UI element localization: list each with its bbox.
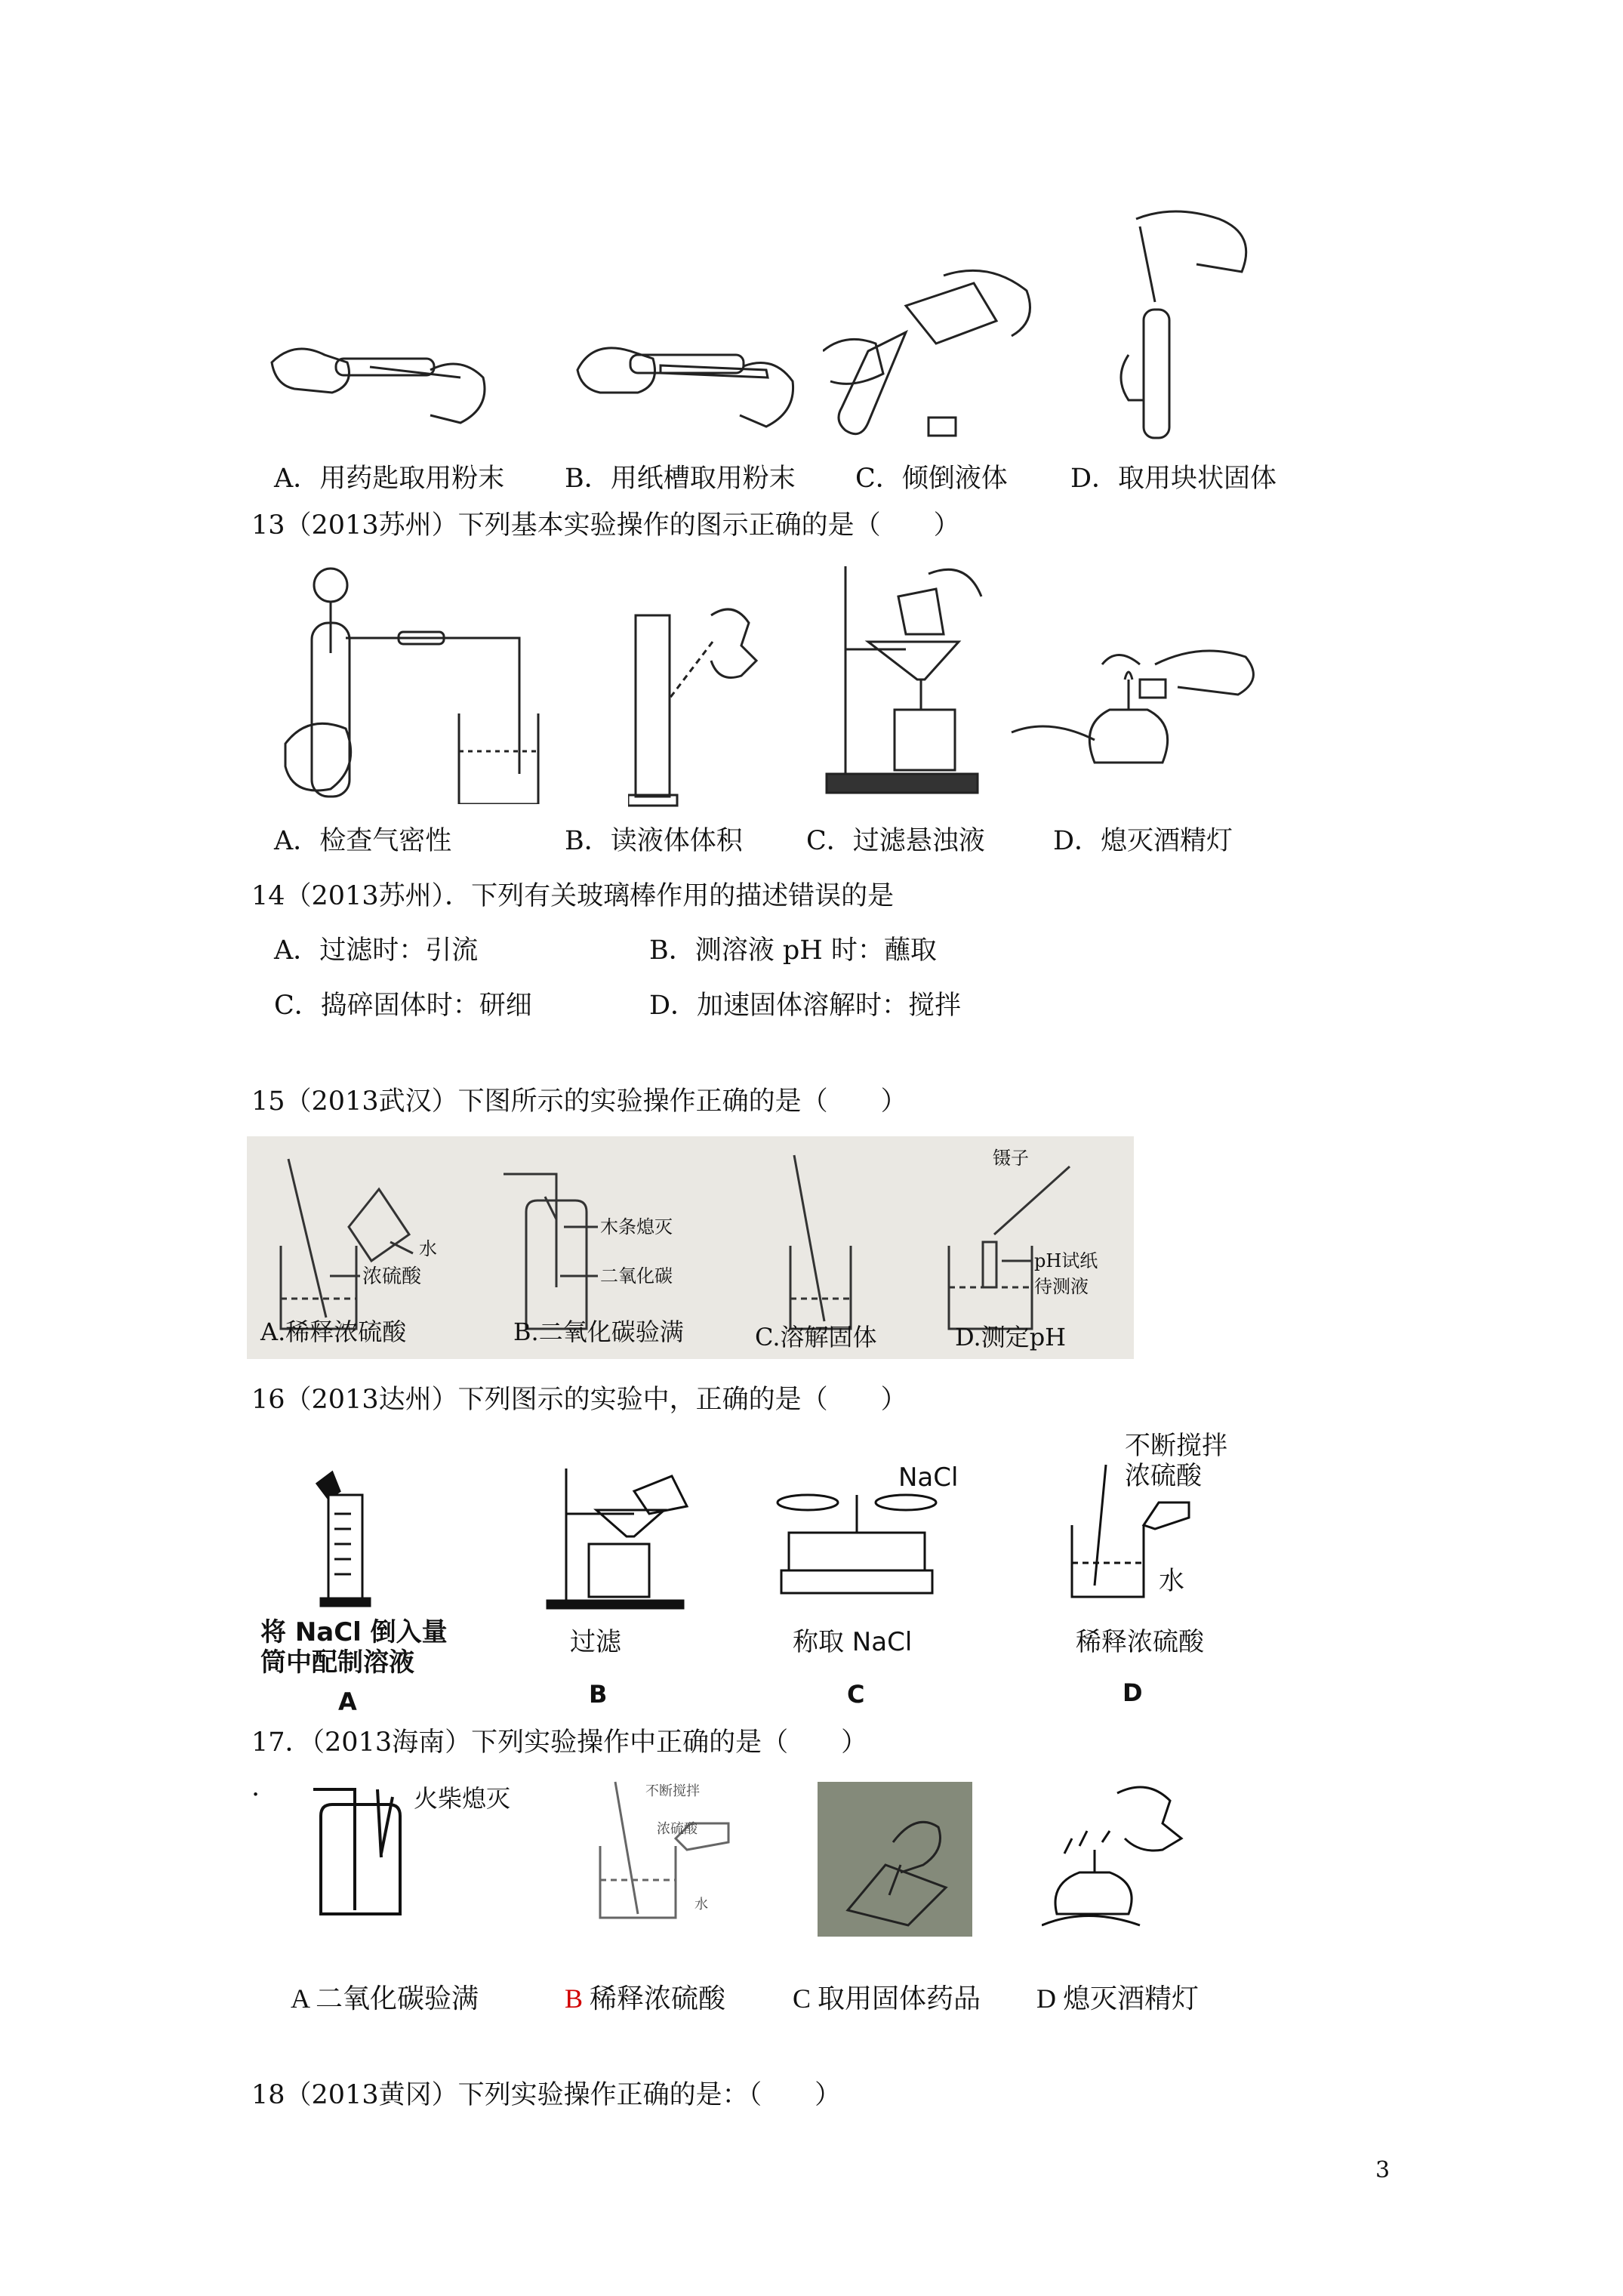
q17-option-a [291,1982,479,2015]
q17-option-d [1036,1982,1199,2015]
q13-option-a: A．检查气密性 [274,826,452,856]
q17-option-c-letter: C [793,1983,812,2014]
q15-caption-b: B.二氧化碳验满 [513,1318,684,1346]
q13-stem: 13（2013苏州）下列基本实验操作的图示正确的是（ ） [251,510,960,541]
q16-caption-d: 稀释浓硫酸 [1076,1627,1204,1657]
q17-label-water: 水 [694,1897,708,1912]
q16-letter-d: D [1123,1678,1143,1707]
q17-stem: 17．（2013海南）下列实验操作中正确的是（ ） [251,1727,868,1758]
q16-figure-a [298,1469,374,1608]
q13-figure-b [628,600,764,808]
q16-stem: 16（2013达州）下列图示的实验中，正确的是（ ） [251,1385,907,1415]
q12-option-b: B．用纸槽取用粉末 [565,464,796,494]
q17-option-a-text: 二氧化碳验满 [309,1983,479,2014]
q15-label-water: 水 [419,1238,437,1259]
q12-option-a: A．用药匙取用粉末 [274,464,505,494]
q12-option-c: C．倾倒液体 [855,464,1008,494]
q16-label-stir: 不断搅拌 [1125,1431,1227,1461]
q14-option-b: B．测溶液 pH 时：蘸取 [649,935,937,966]
q17-option-b [565,1982,725,2015]
q13-figure-a [278,562,542,804]
q17-label-match-out: 火柴熄灭 [414,1784,511,1813]
q14-option-d: D．加速固体溶解时：搅拌 [649,991,962,1021]
q17-figure-d [1042,1778,1189,1933]
q13-figure-c [823,559,1004,800]
q16-figure-c [774,1487,940,1601]
q17-label-stir: 不断搅拌 [645,1783,700,1799]
q15-label-acid: 浓硫酸 [362,1265,422,1288]
q13-option-d: D．熄灭酒精灯 [1053,826,1233,856]
q16-caption-a-line1: 将 NaCl 倒入量 [260,1617,448,1647]
q16-letter-b: B [589,1680,608,1709]
q15-label-co2: 二氧化碳 [600,1265,673,1287]
q15-caption-a: A.稀释浓硫酸 [260,1318,407,1346]
q15-stem: 15（2013武汉）下图所示的实验操作正确的是（ ） [251,1086,907,1117]
q12-option-d: D．取用块状固体 [1070,464,1277,494]
q16-label-water: 水 [1159,1566,1184,1596]
q14-stem: 14（2013苏州）．下列有关玻璃棒作用的描述错误的是 [251,881,895,911]
q16-letter-c: C [847,1680,865,1709]
q17-option-b-text: 稀释浓硫酸 [583,1983,726,2014]
q16-caption-a-line2: 筒中配制溶液 [260,1647,414,1678]
q15-caption-c: C.溶解固体 [755,1323,877,1351]
q17-figure-c [818,1782,972,1937]
q17-option-d-letter: D [1036,1983,1056,2014]
q14-option-a: A．过滤时：引流 [274,935,479,966]
q15-label-test-liquid: 待测液 [1034,1276,1089,1297]
q17-option-c [793,1982,981,2015]
q16-caption-c: 称取 NaCl [793,1627,913,1657]
q12-figure-a [264,317,491,430]
q17-option-a-letter: A [291,1983,310,2014]
q15-caption-d: D.测定pH [955,1323,1067,1351]
q17-option-d-text: 熄灭酒精灯 [1056,1983,1200,2014]
q17-option-c-text: 取用固体药品 [811,1983,981,2014]
q17-option-b-letter: B [565,1983,584,2014]
q16-figure-b [536,1461,725,1612]
q15-label-stick-out: 木条熄灭 [600,1216,673,1237]
q12-figure-b [570,317,796,430]
q18-stem: 18（2013黄冈）下列实验操作正确的是：（ ） [251,2080,842,2110]
q13-option-c: C．过滤悬浊液 [806,826,985,856]
q14-option-c: C．捣碎固体时：研细 [274,991,532,1021]
q12-figure-d [1106,204,1264,445]
q17-figure-b [593,1778,751,1925]
q13-figure-d [1004,634,1268,785]
q15-label-tweezers: 镊子 [993,1148,1029,1169]
q16-label-acid: 浓硫酸 [1125,1461,1202,1491]
q16-label-nacl: NaCl [898,1462,959,1493]
q13-option-b: B．读液体体积 [565,826,743,856]
q17-figure-a [306,1782,411,1922]
q16-caption-b: 过滤 [570,1627,621,1657]
q16-letter-a: A [338,1687,357,1716]
q17-dot: . [251,1772,260,1802]
page-number: 3 [1375,2157,1390,2184]
q17-label-acid: 浓硫酸 [657,1821,698,1837]
q15-label-ph-paper: pH试纸 [1034,1250,1098,1271]
q12-figure-c [823,260,1042,445]
